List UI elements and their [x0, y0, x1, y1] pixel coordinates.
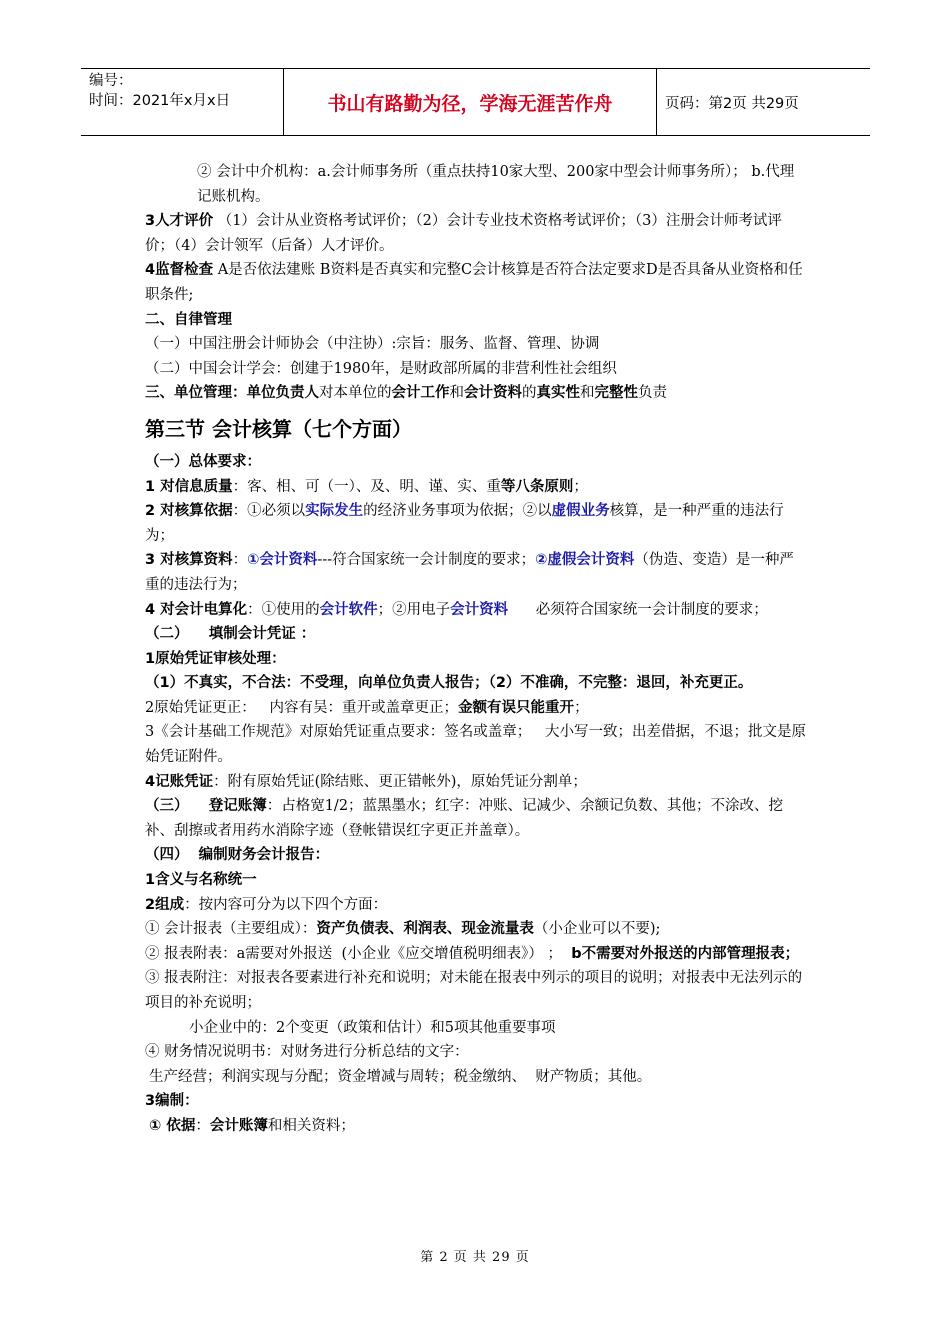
heading-general-requirements: （一）总体要求： — [145, 453, 261, 470]
heading-original-voucher-review: 1原始凭证审核处理： — [145, 650, 286, 667]
paragraph-accounting-data — [145, 548, 807, 597]
text-run: ； — [573, 478, 588, 495]
paragraph-basis — [145, 1114, 807, 1139]
highlight-term: 实际发生 — [305, 503, 364, 520]
bold-heading: 4记账凭证 — [145, 773, 214, 790]
text-run: 核算，是一种严重的违法行为； — [145, 503, 784, 544]
bold-heading: 3人才评价 — [145, 213, 214, 230]
bold-heading: 4 对会计电算化 — [145, 601, 248, 618]
text-run: ① 会计报表（主要组成）： — [145, 921, 317, 938]
page-footer: 第 2 页 共 29 页 — [420, 1250, 530, 1265]
text-run: ② 报表附表：a需要对外报送 (小企业《应交增值税明细表》） ； — [145, 945, 572, 962]
bold-heading: （三） 登记账簿 — [145, 798, 267, 815]
text-run: ② 会计中介机构：a.会计师事务所（重点扶持10家大型、200家中型会计师事务所）； b.代理记账机构。 — [197, 164, 795, 205]
paragraph-cicpa: （一）中国注册会计师协会（中注协）:宗旨：服务、监督、管理、协调 — [145, 336, 600, 353]
paragraph-voucher-processing: （1）不真实，不合法：不受理，向单位负责人报告；（2）不准确，不完整：退回，补充更正。 — [145, 675, 753, 692]
heading-fill-vouchers: （二） 填制会计凭证 ： — [145, 626, 316, 643]
bold-heading: ① 依据 — [149, 1117, 196, 1134]
paragraph-bookkeeping-voucher — [145, 770, 807, 795]
heading-preparation: 3编制： — [145, 1093, 199, 1110]
text-run: A是否依法建账 B资料是否真实和完整C会计核算是否符合法定要求D是否具备从业资格和任职条件; — [145, 262, 803, 303]
bold-term: 会计账簿 — [209, 1117, 268, 1134]
heading-self-regulation: 二、自律管理 — [145, 311, 232, 328]
bold-term: 会计资料 — [464, 385, 522, 402]
bold-heading: 2 对核算依据 — [145, 503, 233, 520]
header-left-cell — [81, 69, 284, 135]
text-run: ：按内容可分为以下四个方面： — [184, 896, 388, 913]
text-run: 2原始凭证更正： 内容有吴：重开或盖章更正； — [145, 699, 459, 716]
text-run: （伪造、变造）是一种严重的违法行为； — [145, 552, 794, 593]
highlight-term: 会计资料 — [450, 601, 509, 618]
bold-term: 会计工作 — [391, 385, 450, 402]
highlight-term: ②虚假会计资料 — [535, 552, 635, 569]
document-number-label: 编号： — [89, 73, 133, 89]
heading-financial-report: （四） 编制财务会计报告： — [145, 847, 330, 864]
highlight-term: 会计软件 — [319, 601, 378, 618]
bold-term: 完整性 — [594, 385, 638, 402]
paragraph-supervision — [145, 258, 807, 307]
text-run: ： — [195, 1117, 210, 1134]
highlight-term: 虚假业务 — [551, 503, 610, 520]
text-run: ； — [574, 699, 589, 716]
bold-heading: 3 对核算资料 — [145, 552, 233, 569]
paragraph-basic-norms: 3《会计基础工作规范》对原始凭证重点要求：签名或盖章； 大小写一致；出差借据，不退；批文是原始凭证附件。 — [145, 724, 807, 766]
paragraph-composition — [145, 893, 807, 918]
paragraph-register-books — [145, 794, 807, 843]
text-run: 的 — [522, 385, 537, 402]
document-body — [145, 160, 807, 1139]
paragraph-notes: ③ 报表附注：对报表各要素进行补充和说明；对未能在报表中列示的项目的说明；对报表中无法列示的项目的补充说明； — [145, 970, 803, 1011]
paragraph-statements — [145, 917, 807, 942]
paragraph-info-quality — [145, 475, 807, 500]
text-run: 负责 — [638, 385, 667, 402]
paragraph-asc: （二）中国会计学会：创建于1980年，是财政部所属的非营利性社会组织 — [145, 360, 617, 377]
bold-term: 金额有误只能重开 — [458, 699, 575, 716]
header-motto: 书山有路勤为径，学海无涯苦作舟 — [284, 69, 657, 135]
heading-meaning-and-name: 1含义与名称统一 — [145, 872, 257, 889]
text-run: （1）会计从业资格考试评价；（2）会计专业技术资格考试评价；（3）注册会计师考试评价；（4）会计领军（后备）人才评价。 — [145, 213, 782, 254]
text-run: ：客、相、可（一）、及、明、谨、实、重 — [232, 478, 501, 495]
paragraph-computerization — [145, 598, 807, 623]
section-title: 第三节 会计核算（七个方面） — [145, 416, 412, 441]
paragraph-talent-evaluation — [145, 209, 807, 258]
text-run: ：①使用的 — [247, 601, 320, 618]
highlight-term: ①会计资料 — [247, 552, 318, 569]
text-run: 和相关资料； — [267, 1117, 355, 1134]
paragraph-intermediary-agencies — [145, 160, 807, 209]
bold-term: 真实性 — [536, 385, 580, 402]
bold-heading: 2组成 — [145, 896, 185, 913]
text-run: 的经济业务事项为依据；②以 — [363, 503, 552, 520]
document-date-label: 时间：2021年x月x日 — [89, 93, 231, 109]
text-run: ： — [232, 552, 248, 569]
text-run: 和 — [449, 385, 464, 402]
paragraph-schedules — [145, 942, 807, 967]
text-run: 和 — [580, 385, 595, 402]
text-run: 必须符合国家统一会计制度的要求； — [508, 601, 768, 618]
bold-term: 资产负债表、利润表、现金流量表 — [316, 921, 534, 938]
text-run: ：附有原始凭证(除结账、更正错帐外)，原始凭证分割单； — [213, 773, 587, 790]
bold-heading: 1 对信息质量 — [145, 478, 233, 495]
paragraph-operations: 生产经营；利润实现与分配；资金增减与周转；税金缴纳、 财产物质；其他。 — [149, 1068, 652, 1085]
text-run: ：占格宽1/2；蓝黑墨水；红字：冲账、记减少、余额记负数、其他；不涂改、挖补、刮擦或者用药水消除字迹（登帐错误红字更正并盖章）。 — [145, 798, 784, 839]
text-run: 对本单位的 — [319, 385, 392, 402]
text-run: ---符合国家统一会计制度的要求； — [317, 552, 536, 569]
header-page-info: 页码：第2页 共29页 — [665, 95, 799, 112]
page-header — [81, 68, 870, 136]
text-run: （小企业可以不要); — [533, 921, 661, 938]
paragraph-small-enterprise: 小企业中的：2个变更（政策和估计）和5项其他重要事项 — [189, 1019, 556, 1036]
paragraph-voucher-correction — [145, 696, 807, 721]
paragraph-financial-statement-notes: ④ 财务情况说明书：对财务进行分析总结的文字： — [145, 1044, 469, 1061]
bold-heading: 4监督检查 — [145, 262, 214, 279]
bold-term: 等八条原则 — [500, 478, 574, 495]
paragraph-unit-management — [145, 381, 807, 406]
bold-heading: 三、单位管理：单位负责人 — [145, 385, 319, 402]
bold-term: b不需要对外报送的内部管理报表； — [571, 945, 800, 962]
text-run: ：①必须以 — [232, 503, 306, 520]
paragraph-accounting-basis — [145, 499, 807, 548]
text-run: ；②用电子 — [377, 601, 451, 618]
